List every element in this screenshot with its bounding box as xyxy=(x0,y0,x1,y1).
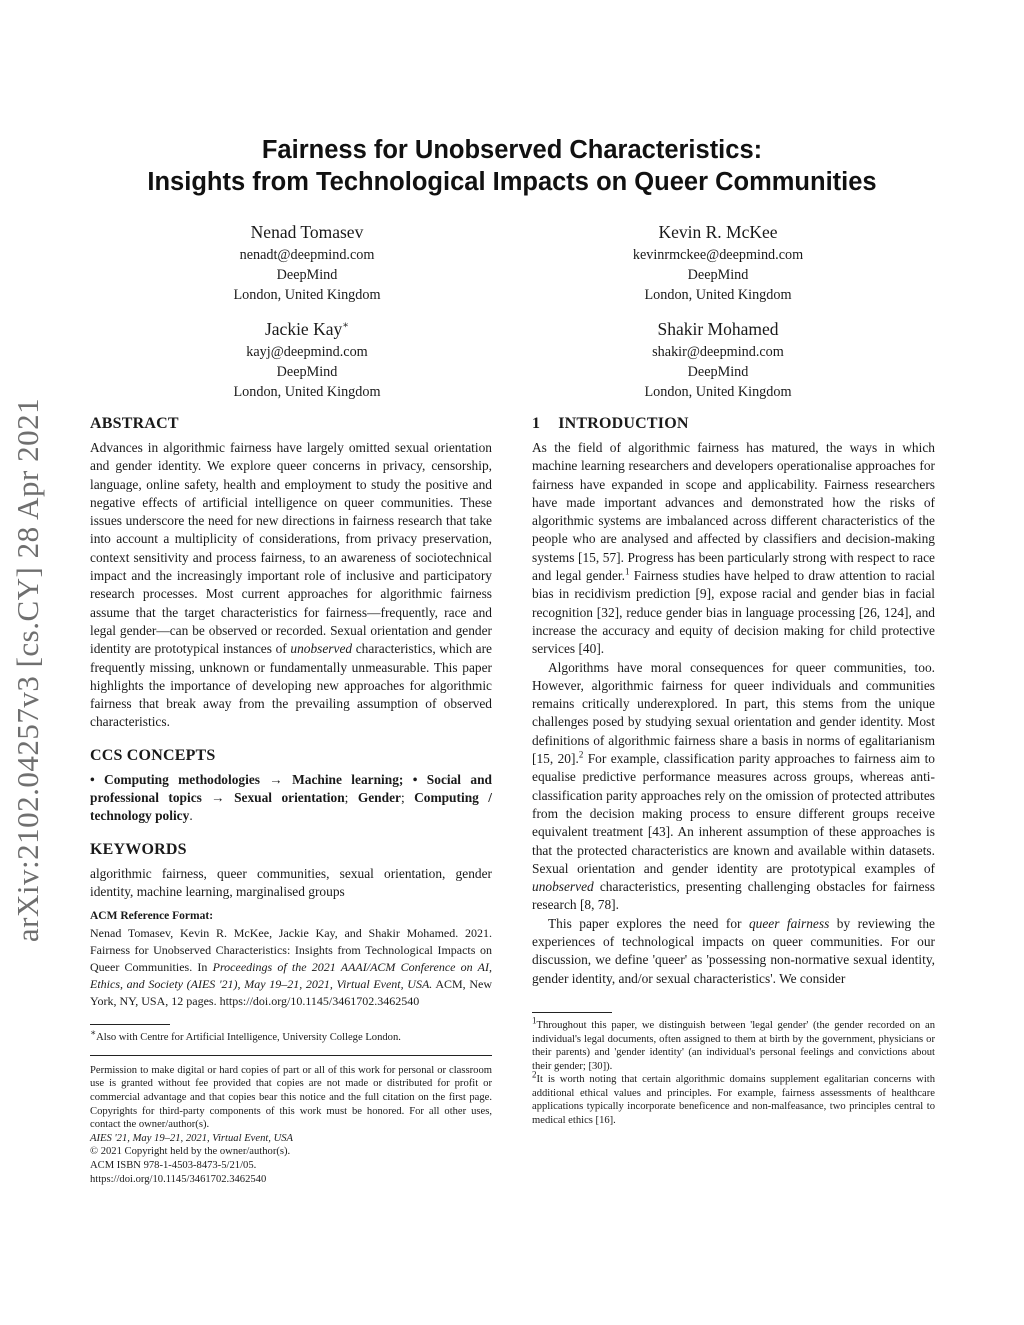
left-column xyxy=(90,414,492,1186)
permission-rule xyxy=(90,1055,492,1056)
author-name: Nenad Tomasev xyxy=(250,222,364,242)
keywords-heading: KEYWORDS xyxy=(90,840,187,858)
copyright-line: © 2021 Copyright held by the owner/author(s). xyxy=(90,1146,291,1158)
title-line-2: Insights from Technological Impacts on Queer Communities xyxy=(147,168,877,196)
isbn-line: ACM ISBN 978-1-4503-8473-5/21/05. xyxy=(90,1159,257,1171)
title-line-1: Fairness for Unobserved Characteristics: xyxy=(261,136,763,164)
acm-reference-heading: ACM Reference Format: xyxy=(90,910,214,923)
doi-line: https://doi.org/10.1145/3461702.3462540 xyxy=(90,1173,267,1185)
footnote-rule xyxy=(90,1024,170,1025)
keywords-text: algorithmic fairness, queer communities, sexual orientation, gender identity, machine learning, marginalised groups xyxy=(90,865,492,899)
permission-notice: Permission to make digital or hard copies of part or all of this work for personal or classroom use is granted without fee provided that copies are not made or distributed for profit or commercial advantage and that copies bear this notice and the full citation on the first page. Copyrights for third-party components of this work must be honored. For all other uses, contact the owner/author(s). xyxy=(90,1064,492,1131)
author-block xyxy=(147,318,467,402)
intro-paragraph-2: Algorithms have moral consequences for queer communities, too. However, algorithmic fairness for queer individuals and communities remains critically underexplored. In part, this stems from the unique challenges posed by studying sexual orientation and gender identity. Most definitions of algorithmic fairness share a basis in norms of egalitarianism [15, 20].$^2$ For example, classification parity approaches to fairness aim to equalise predictive performance measures across groups, whereas anti-classification parity approaches rely on the omission of protected attributes from the decision making process to ensure different groups receive equivalent treatment [43]. An inherent assumption of these approaches is that the protected characteristics are known and available within datasets. Sexual orientation and gender identity are prototypical examples of unobserved characteristics, presenting challenging obstacles for fairness research [8, 78]. xyxy=(532,659,935,913)
footnote-marker: ∗ xyxy=(342,320,350,332)
author-email: shakir@deepmind.com xyxy=(652,344,784,360)
author-block xyxy=(147,221,467,305)
intro-paragraph-3: This paper explores the need for queer fairness by reviewing the experiences of technological impacts on queer communities. For our discussion, we define 'queer' as 'possessing non-normative sexual identity, gender identity, and/or sexual characteristics'. We consider xyxy=(532,915,935,986)
footnote-2: $^2$It is worth noting that certain algorithmic domains supplement egalitarian concerns with additional ethical values and principles. For example, fairness assessments of healthcare applications typically incorporate beneficence and non-malfeasance, two principles central to medical ethics [16]. xyxy=(532,1069,935,1127)
ccs-heading: CCS CONCEPTS xyxy=(90,746,216,764)
introduction-heading: 1 INTRODUCTION xyxy=(532,415,689,432)
intro-paragraph-1: As the field of algorithmic fairness has matured, the ways in which machine learning researchers and developers operationalise approaches for fairness have expanded in scope and applicability. Fairness researchers have made important advances and demonstrated how the risks of algorithmic systems are imbalanced across different characteristics of the people who are analysed and affected by classifiers and decision-making systems [15, 57]. Progress has been particularly strong with respect to race and legal gender.$^1$ Fairness studies have helped to draw attention to racial bias in recidivism prediction [9], expose racial and gender bias in facial recognition [32], reduce gender bias in language processing [26, 124], and increase the accuracy and equity of decision making for child protective services [40]. xyxy=(532,440,935,657)
author-name: Jackie Kay∗ xyxy=(264,319,350,339)
author-org: DeepMind xyxy=(687,364,749,380)
arxiv-stamp: arXiv:2102.04257v3 [cs.CY] 28 Apr 2021 xyxy=(10,397,45,943)
ccs-concepts: • Computing methodologies → Machine learning; • Social and professional topics → Sexual orientation; Gender; Computing / technology policy. xyxy=(90,771,492,824)
author-block xyxy=(558,221,878,305)
right-column xyxy=(532,414,935,1128)
author-name: Kevin R. McKee xyxy=(658,222,778,242)
author-name: Shakir Mohamed xyxy=(657,319,779,339)
author-location: London, United Kingdom xyxy=(644,384,792,400)
author-location: London, United Kingdom xyxy=(644,287,792,303)
author-block xyxy=(558,318,878,402)
author-email: kayj@deepmind.com xyxy=(246,344,368,360)
author-email: kevinrmckee@deepmind.com xyxy=(632,247,804,263)
footnote-rule xyxy=(532,1012,612,1013)
venue-line: AIES '21, May 19–21, 2021, Virtual Event, USA xyxy=(90,1132,294,1144)
author-email: nenadt@deepmind.com xyxy=(239,247,375,263)
author-location: London, United Kingdom xyxy=(233,287,381,303)
abstract-heading: ABSTRACT xyxy=(90,415,179,432)
footnote-1: $^1$Throughout this paper, we distinguish between 'legal gender' (the gender recorded on an individual's legal documents, often assigned to them at birth by the government, physicians or their parents) and 'gender identity' (an individual's personal feelings and convictions about their gender; [30]). xyxy=(532,1015,935,1072)
abstract-text: Advances in algorithmic fairness have largely omitted sexual orientation and gender identity. We explore queer concerns in privacy, censorship, language, online safety, health and employment to study the positive and negative effects of artificial intelligence on queer communities. These issues underscore the need for new directions in fairness research that take into account a multiplicity of considerations, from privacy preservation, context sensitivity and process fairness, to an awareness of sociotechnical impact and the increasingly important role of inclusive and participatory research processes. Most current approaches for algorithmic fairness assume that the target characteristics for fairness—frequently, race and legal gender—can be observed or recorded. Sexual orientation and gender identity are prototypical instances of unobserved characteristics, which are frequently missing, unknown or fundamentally unmeasurable. This paper highlights the importance of developing new approaches for algorithmic fairness that break away from the prevailing assumption of observed characteristics. xyxy=(90,440,493,730)
affiliation-footnote: ∗Also with Centre for Artificial Intelligence, University College London. xyxy=(90,1027,401,1044)
paper-title xyxy=(60,134,964,198)
author-org: DeepMind xyxy=(687,267,749,283)
author-org: DeepMind xyxy=(276,267,338,283)
author-location: London, United Kingdom xyxy=(233,384,381,400)
author-org: DeepMind xyxy=(276,364,338,380)
acm-reference-text: Nenad Tomasev, Kevin R. McKee, Jackie Kay, and Shakir Mohamed. 2021. Fairness for Unobserved Characteristics: Insights from Technological Impacts on Queer Communities. In Proceedings of the 2021 AAAI/ACM Conference on AI, Ethics, and Society (AIES '21), May 19–21, 2021, Virtual Event, USA. ACM, New York, NY, USA, 12 pages. https://doi.org/10.1145/3461702.3462540 xyxy=(90,926,492,1009)
